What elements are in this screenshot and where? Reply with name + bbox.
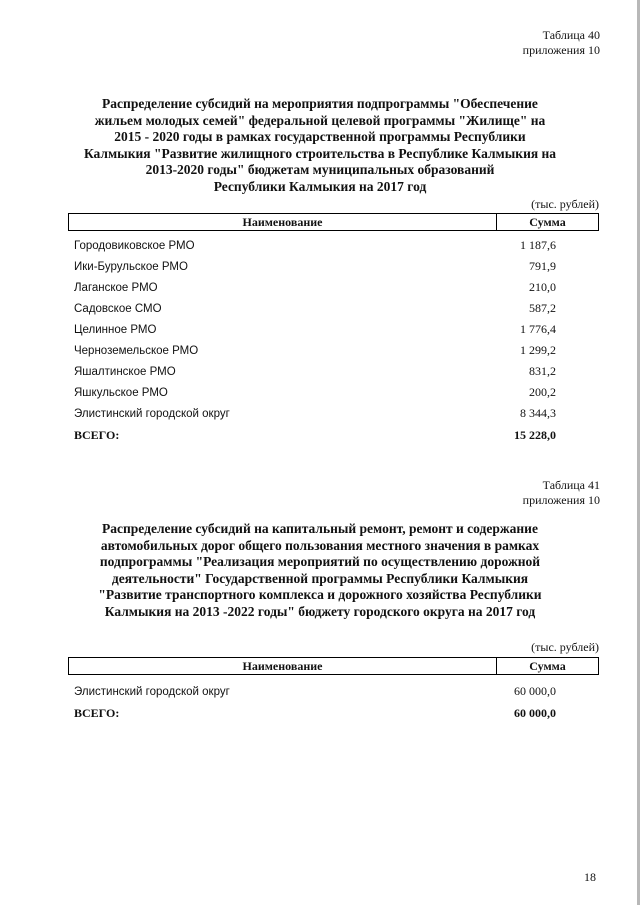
row-name: Городовиковское РМО	[74, 239, 195, 252]
table-row	[74, 237, 556, 254]
row-name: Лаганское РМО	[74, 281, 158, 294]
table-row	[74, 363, 556, 380]
row-value: 1 187,6	[520, 238, 556, 252]
table40-label-line1: Таблица 40	[542, 28, 600, 42]
table40-title-line: жильем молодых семей" федеральной целевой программы "Жилище" на	[94, 112, 546, 128]
total-label: ВСЕГО:	[74, 706, 120, 720]
table41-label-line2: приложения 10	[522, 493, 600, 507]
table-row	[74, 405, 556, 422]
table-row	[74, 683, 556, 700]
table41-title-line: Калмыкия на 2013 -2022 годы" бюджету городского округа на 2017 год	[104, 603, 536, 619]
table40-title	[60, 96, 580, 196]
table40-title-line: Распределение субсидий на мероприятия подпрограммы "Обеспечение	[102, 96, 538, 111]
table40-header-name: Наименование	[69, 214, 497, 230]
table40-header-sum: Сумма	[529, 214, 566, 229]
table41-label	[523, 478, 600, 508]
table-row	[74, 321, 556, 338]
row-name: Яшалтинское РМО	[74, 365, 176, 378]
table-row	[74, 384, 556, 401]
table40-header	[68, 213, 599, 231]
row-name: Черноземельское РМО	[74, 344, 199, 357]
table-row	[74, 300, 556, 317]
table40-title-line: Республики Калмыкия на 2017 год	[213, 178, 427, 194]
row-value: 791,9	[529, 259, 556, 273]
row-value: 587,2	[529, 301, 556, 315]
row-value: 60 000,0	[514, 684, 556, 698]
row-value: 1 299,2	[520, 343, 556, 357]
total-value: 15 228,0	[514, 428, 556, 442]
row-name: Садовское СМО	[74, 302, 162, 315]
total-label: ВСЕГО:	[74, 428, 120, 442]
table41-label-line1: Таблица 41	[542, 478, 600, 492]
row-name: Ики-Бурульское РМО	[74, 260, 188, 273]
total-value: 60 000,0	[514, 706, 556, 720]
row-value: 1 776,4	[520, 322, 556, 336]
row-name: Элистинский городской округ	[74, 407, 230, 420]
table41-title-line: "Развитие транспортного комплекса и дорожного хозяйства Республики	[98, 587, 542, 603]
table40-label	[523, 28, 600, 58]
row-name: Элистинский городской округ	[74, 685, 230, 698]
table41-header	[68, 657, 599, 675]
page-number: 18	[584, 870, 596, 884]
row-value: 210,0	[529, 280, 556, 294]
table40-title-line: 2013-2020 годы" бюджетам муниципальных образований	[145, 162, 495, 178]
table40-title-line: Калмыкия "Развитие жилищного строительства в Республике Калмыкия на	[83, 145, 557, 161]
table41-header-sum: Сумма	[529, 658, 566, 673]
table-row	[74, 342, 556, 359]
table41-total-row	[74, 705, 556, 722]
table41-title-line: деятельности" Государственной программы Республики Калмыкия	[111, 570, 529, 586]
row-value: 8 344,3	[520, 406, 556, 420]
table41-title	[60, 521, 580, 621]
row-value: 831,2	[529, 364, 556, 378]
row-name: Целинное РМО	[74, 323, 157, 336]
table-row	[74, 279, 556, 296]
table40-label-line2: приложения 10	[522, 43, 600, 57]
row-value: 200,2	[529, 385, 556, 399]
row-name: Яшкульское РМО	[74, 386, 168, 399]
table41-header-name: Наименование	[69, 658, 497, 674]
table40-unit: (тыс. рублей)	[531, 197, 599, 211]
table41-title-line: подпрограммы "Реализация мероприятий по осуществлению дорожной	[99, 554, 541, 570]
table41-unit: (тыс. рублей)	[531, 640, 599, 654]
table40-title-line: 2015 - 2020 годы в рамках государственной программы Республики	[114, 129, 526, 145]
table-row	[74, 258, 556, 275]
table40-total-row	[74, 427, 556, 444]
table41-title-line: автомобильных дорог общего пользования местного значения в рамках	[100, 537, 540, 553]
table41-title-line: Распределение субсидий на капитальный ремонт, ремонт и содержание	[102, 521, 538, 536]
